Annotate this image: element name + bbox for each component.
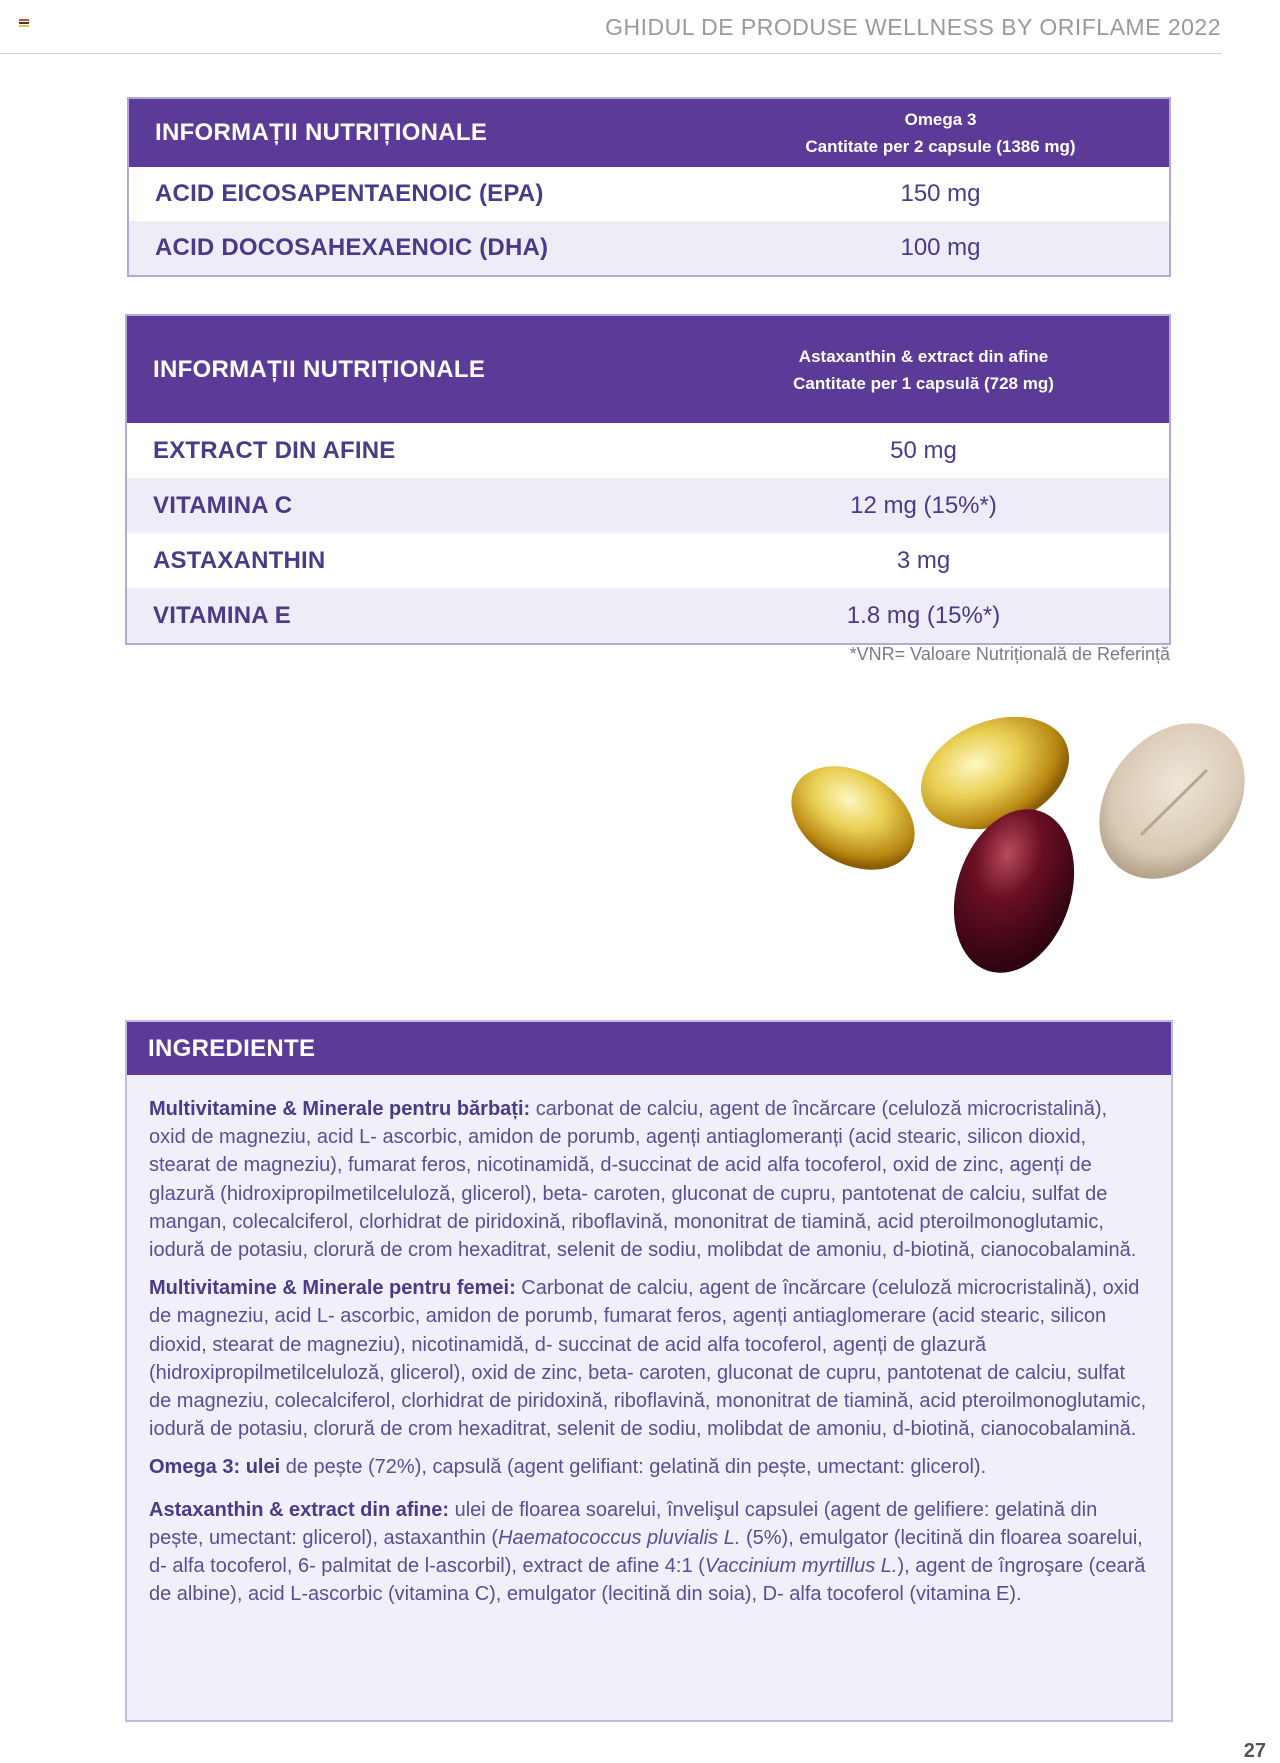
table-column-header xyxy=(712,98,1170,167)
ingredient-paragraph xyxy=(149,1496,1149,1609)
column-subtitle: Cantitate per 1 capsulă (728 mg) xyxy=(793,373,1054,393)
ingredient-title: Multivitamine & Minerale pentru bărbați: xyxy=(149,1098,531,1120)
nutrient-label: ACID DOCOSAHEXAENOIC (DHA) xyxy=(128,221,712,276)
ingredient-text: (5%), emulgator (lecitină din floarea soarelui, d- alfa tocoferol, 6- palmitat de l-ascorbil), extract de afine 4:1 ( xyxy=(149,1526,1143,1578)
nutrient-label: ASTAXANTHIN xyxy=(126,533,678,588)
nutrient-label: EXTRACT DIN AFINE xyxy=(126,423,678,478)
header-divider xyxy=(0,53,1222,54)
table-header-row xyxy=(126,315,1170,423)
menu-icon[interactable] xyxy=(19,19,29,27)
ingredient-title: Astaxanthin & extract din afine: xyxy=(149,1498,450,1521)
astaxanthin-nutrition-table xyxy=(125,314,1171,645)
nutrient-label: ACID EICOSAPENTAENOIC (EPA) xyxy=(128,167,712,221)
ingredient-text: carbonat de calciu, agent de încărcare (celuloză microcristalină), oxid de magneziu, acid L- ascorbic, amidon de porumb, agenți antiaglomeranți (acid stearic, silicon dioxid, stearat de magneziu), fumarat feros, nicotinamidă, d-succinat de acid alfa tocoferol, oxid de zinc, agenți de glazură (hidroxipropilmetilceluloză, glicerol), beta- caroten, gluconat de cupru, pantotenat de calciu, sulfat de mangan, colecalciferol, clorhidrat de piridoxină, riboflavină, mononitrat de tiamină, acid pteroilmonoglutamic, iodură de potasiu, clorură de crom hexaditrat, selenit de sodiu, molibdat de amoniu, d-biotină, cianocobalamină. xyxy=(149,1098,1137,1262)
ingredients-heading: INGREDIENTE xyxy=(127,1022,1171,1075)
ingredient-paragraph xyxy=(149,1274,1149,1443)
nutrient-value: 100 mg xyxy=(712,221,1170,276)
ingredient-title: Omega 3: ulei xyxy=(149,1456,281,1479)
table-row xyxy=(126,423,1170,478)
omega3-nutrition-table xyxy=(127,97,1171,277)
column-title: Astaxanthin & extract din afine xyxy=(798,346,1049,366)
ingredient-paragraph xyxy=(149,1453,1149,1481)
nutrient-value: 1.8 mg (15%*) xyxy=(678,588,1170,644)
table-row xyxy=(126,533,1170,588)
nutrient-value: 12 mg (15%*) xyxy=(678,478,1170,533)
nutrient-value: 50 mg xyxy=(678,423,1170,478)
ingredient-title: Multivitamine & Minerale pentru femei: xyxy=(149,1277,516,1300)
ingredient-text: ), agent de îngroşare (ceară de albine), acid L-ascorbic (vitamina C), emulgator (lecitină din soia), D- alfa tocoferol (vitamina E). xyxy=(149,1555,1146,1606)
table-row xyxy=(128,221,1170,276)
page-number: 27 xyxy=(1243,1740,1266,1762)
nutrient-label: VITAMINA E xyxy=(126,588,678,644)
header-title: GHIDUL DE PRODUSE WELLNESS BY ORIFLAME 2022 xyxy=(605,14,1221,40)
table-header-row xyxy=(128,98,1170,167)
ingredient-text: de pește (72%), capsulă (agent gelifiant: gelatină din pește, umectant: glicerol). xyxy=(280,1456,987,1479)
tablet xyxy=(1069,700,1275,907)
table-heading: INFORMAȚII NUTRIȚIONALE xyxy=(128,98,712,167)
nutrient-value: 3 mg xyxy=(678,533,1170,588)
ingredient-text: Carbonat de calciu, agent de încărcare (celuloză microcristalină), oxid de magneziu, acid L- ascorbic, amidon de porumb, fumarat feros, agenți antiaglomerare (acid stearic, silicon dioxid, stearat de magneziu), nicotinamidă, d- succinat de acid alfa tocoferol, agenți de glazură (hidroxipropilmetilceluloză, glicerol), oxid de zinc, beta- caroten, gluconat de cupru, pantotenat de calciu, sulfat de magneziu, colecalciferol, clorhidrat de piridoxină, riboflavină, mononitrat de tiamină, acid pteroilmonoglutamic, iodură de potasiu, clorură de crom hexaditrat, selenit de sodiu, molibdat de amoniu, d-biotină, cianocobalamină. xyxy=(149,1277,1147,1441)
table-row xyxy=(126,478,1170,533)
species-name: Vaccinium myrtillus L. xyxy=(704,1555,898,1578)
table-column-header xyxy=(678,315,1170,423)
gold-capsule xyxy=(773,745,933,891)
ingredient-text: ulei de floarea soarelui, învelişul capsulei (agent de gelifiere: gelatină din pește, umectant: glicerol), astaxanthin ( xyxy=(149,1498,1098,1549)
ingredient-paragraph xyxy=(149,1095,1149,1264)
species-name: Haematococcus pluvialis L. xyxy=(498,1526,741,1549)
table-heading: INFORMAȚII NUTRIȚIONALE xyxy=(126,315,678,423)
table-row xyxy=(126,588,1170,644)
ingredients-body xyxy=(127,1075,1171,1608)
nutrient-value: 150 mg xyxy=(712,167,1170,221)
supplement-pills-image xyxy=(770,700,1280,1000)
column-subtitle: Cantitate per 2 capsule (1386 mg) xyxy=(805,137,1076,156)
ingredients-box xyxy=(125,1020,1173,1722)
nutrient-label: VITAMINA C xyxy=(126,478,678,533)
column-title: Omega 3 xyxy=(904,110,977,129)
table-row xyxy=(128,167,1170,221)
footnote: *VNR= Valoare Nutrițională de Referință xyxy=(849,644,1170,664)
